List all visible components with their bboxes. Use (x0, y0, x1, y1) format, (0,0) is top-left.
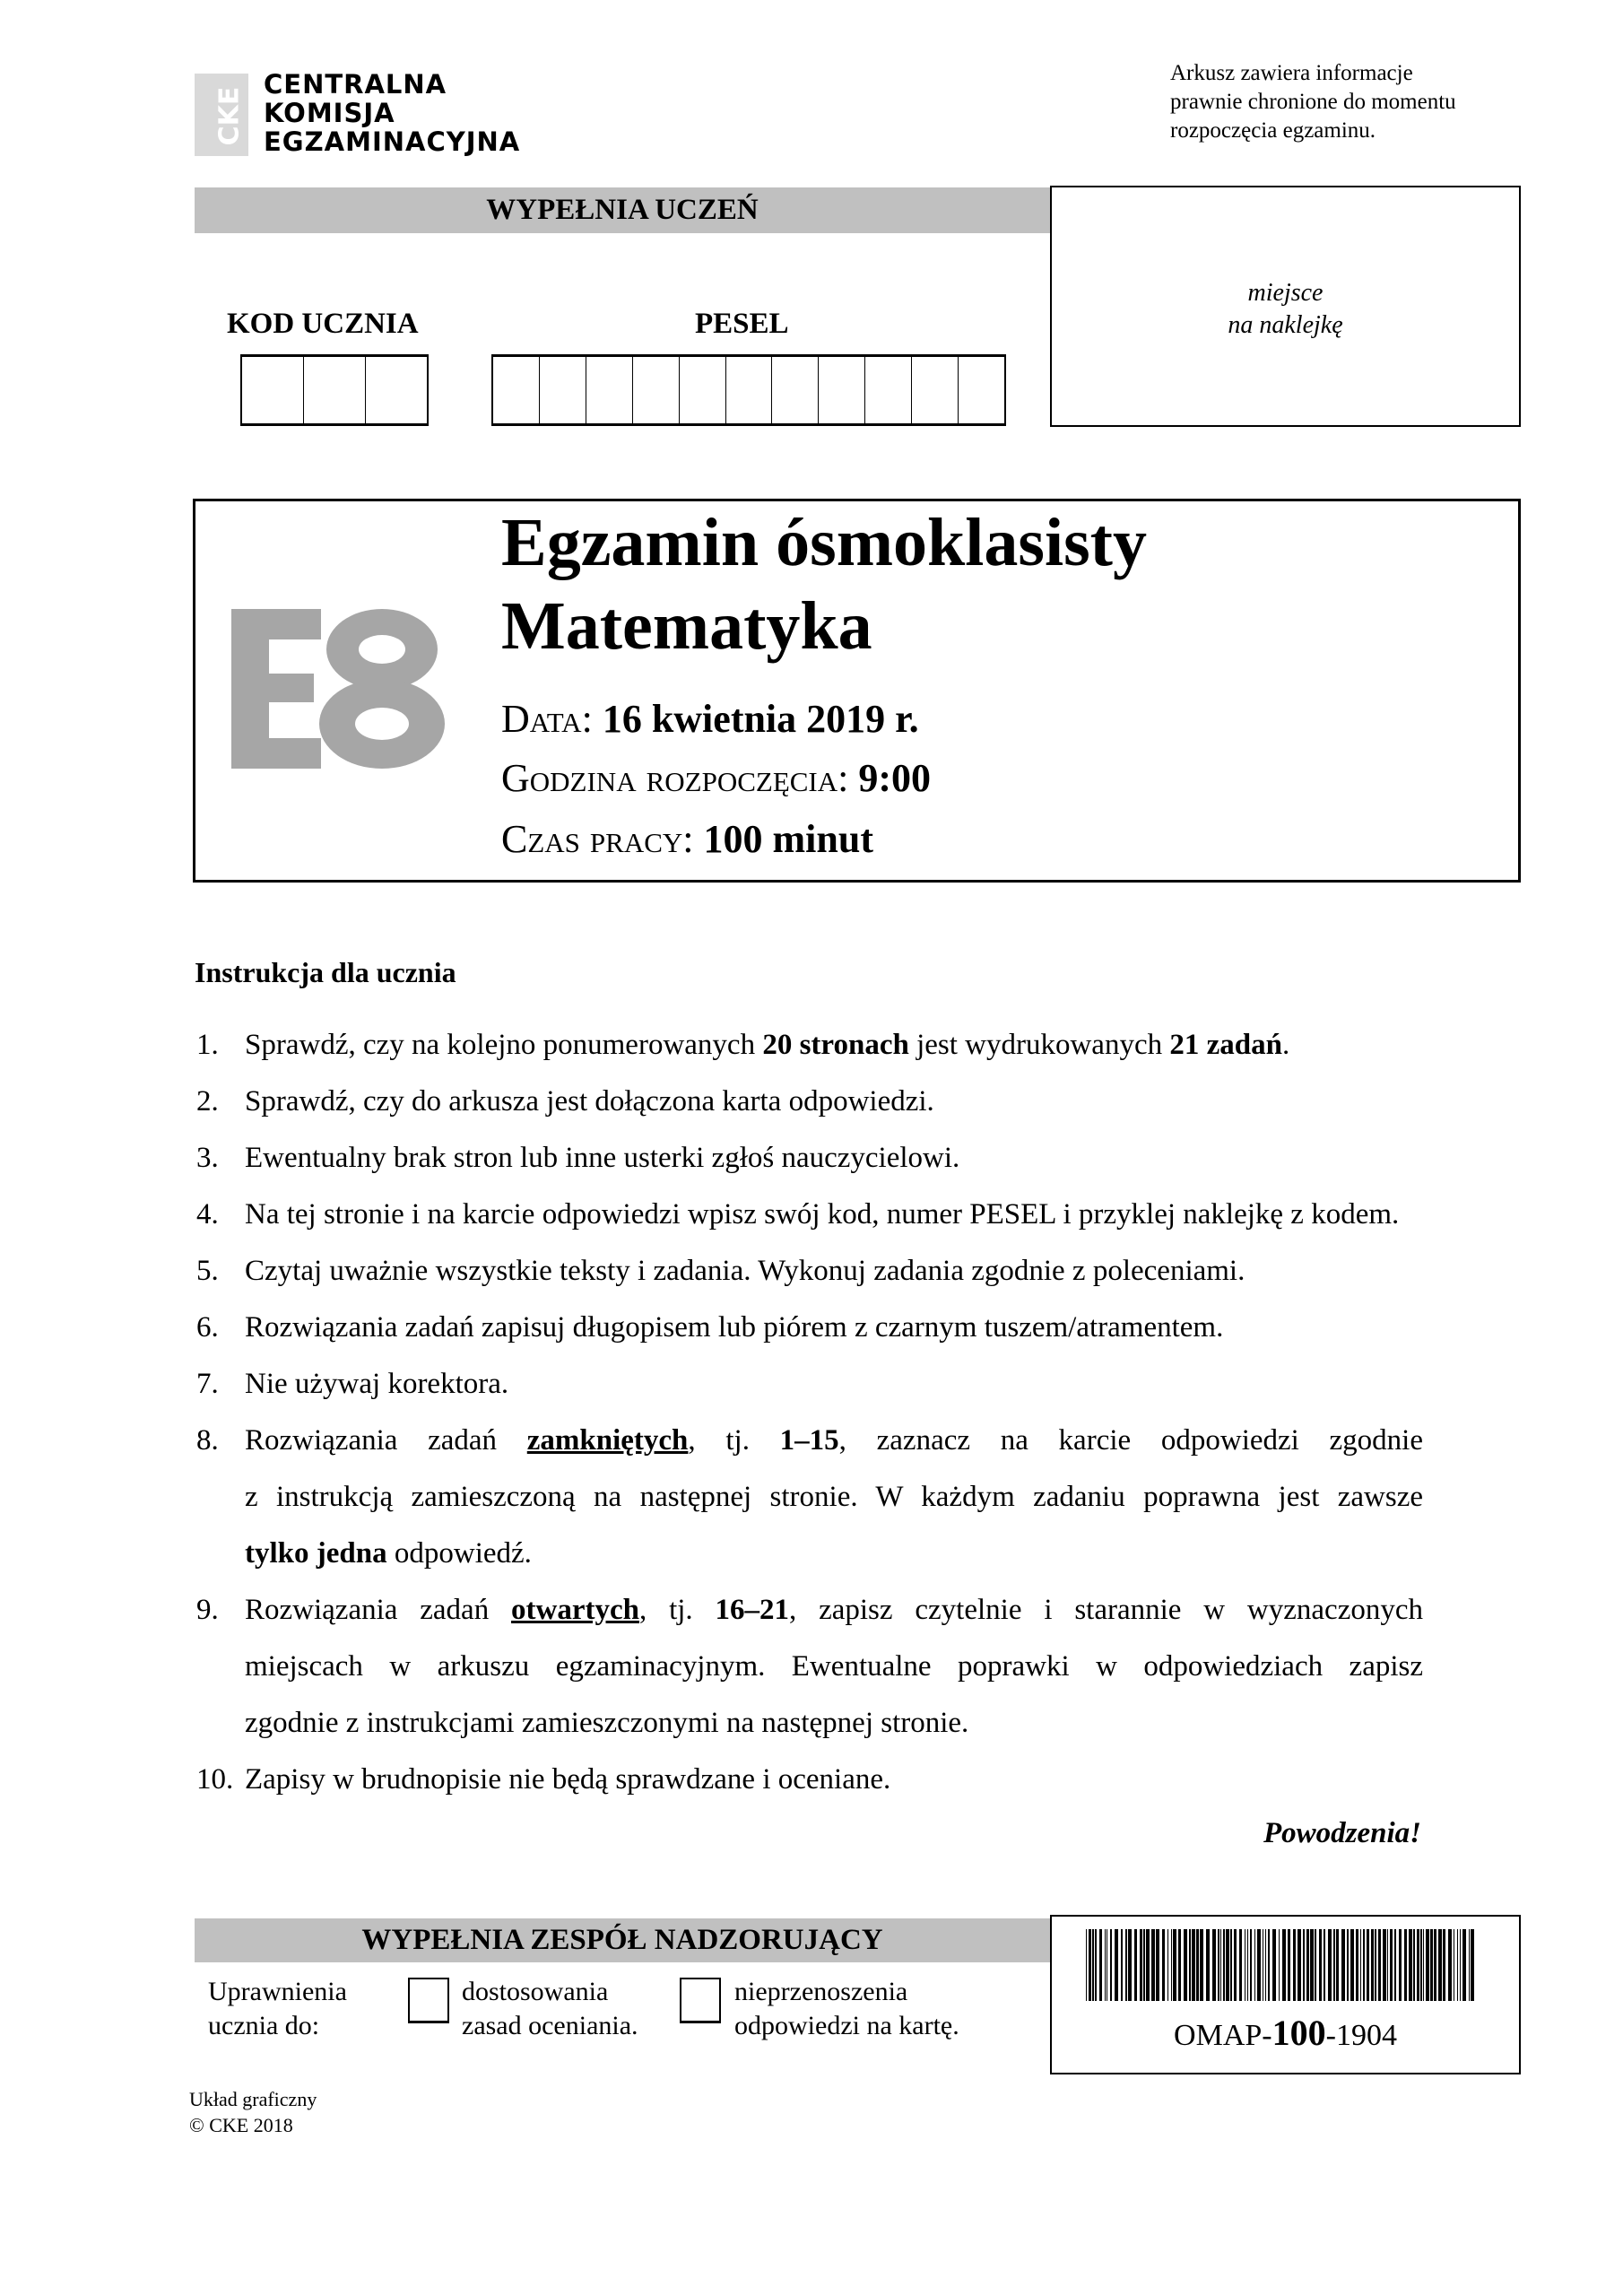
barcode-bar (1457, 1929, 1458, 2001)
barcode-bar (1333, 1929, 1335, 2001)
digit-cell[interactable] (959, 357, 1004, 423)
barcode-bar (1387, 1929, 1388, 2001)
barcode-bar (1367, 1929, 1369, 2001)
exam-subject: Matematyka (501, 588, 872, 664)
barcode-bar (1125, 1929, 1127, 2001)
barcode-bar (1095, 1929, 1097, 2001)
barcode-bar (1420, 1929, 1422, 2001)
instructions-title: Instrukcja dla ucznia (195, 956, 456, 988)
barcode-bar (1298, 1929, 1301, 2001)
barcode-bar (1173, 1929, 1176, 2001)
barcode-bar (1303, 1929, 1305, 2001)
barcode (1086, 1929, 1480, 2001)
option-nieprzenoszenia-label: nieprzenoszenia odpowiedzi na kartę. (734, 1977, 959, 2040)
barcode-box (1050, 1915, 1521, 2074)
barcode-bar (1156, 1929, 1159, 2001)
barcode-bar (1409, 1929, 1412, 2001)
barcode-bar (1293, 1929, 1296, 2001)
barcode-bar (1371, 1929, 1374, 2001)
checkbox-nieprzenoszenia[interactable] (680, 1978, 721, 2023)
barcode-bar (1171, 1929, 1172, 2001)
barcode-bar (1306, 1929, 1309, 2001)
instruction-item: Rozwiązania zadań zamkniętych, tj. 1–15, zaznacz na karcie odpowiedzi zgodnie (245, 1424, 1423, 1457)
pesel-input[interactable] (491, 354, 1006, 426)
checkbox-dostosowania[interactable] (408, 1978, 449, 2023)
barcode-bar (1423, 1929, 1424, 2001)
instruction-item-number: 8. (196, 1424, 219, 1457)
instruction-item: 3. Ewentualny brak stron lub inne usterki zgłoś nauczycielowi. (196, 1142, 960, 1174)
barcode-bar (1319, 1929, 1322, 2001)
option-dostosowania-label: dostosowania zasad oceniania. (462, 1977, 638, 2040)
barcode-bar (1105, 1929, 1106, 2001)
entitlements-label: Uprawnienia ucznia do: (208, 1977, 347, 2040)
instruction-item: 10. Zapisy w brudnopisie nie będą sprawdzane i oceniane. (196, 1763, 891, 1796)
digit-cell[interactable] (304, 357, 366, 423)
kod-ucznia-label: KOD UCZNIA (227, 308, 419, 340)
instruction-item: 1. Sprawdź, czy na kolejno ponumerowanych 20 stronach jest wydrukowanych 21 zadań. (196, 1029, 1290, 1061)
digit-cell[interactable] (772, 357, 819, 423)
barcode-bar (1265, 1929, 1266, 2001)
barcode-bar (1347, 1929, 1349, 2001)
digit-cell[interactable] (865, 357, 912, 423)
digit-cell[interactable] (819, 357, 865, 423)
digit-cell[interactable] (680, 357, 726, 423)
barcode-bar (1315, 1929, 1316, 2001)
barcode-bar (1192, 1929, 1195, 2001)
barcode-bar (1140, 1929, 1142, 2001)
barcode-bar (1092, 1929, 1094, 2001)
exam-date: Data: 16 kwietnia 2019 r. (501, 697, 919, 741)
barcode-bar (1471, 1929, 1474, 2001)
digit-cell[interactable] (540, 357, 586, 423)
barcode-bar (1268, 1929, 1270, 2001)
barcode-bar (1328, 1929, 1332, 2001)
exam-duration: Czas pracy: 100 minut (501, 817, 873, 861)
instruction-item: 4. Na tej stronie i na karcie odpowiedzi wpisz swój kod, numer PESEL i przyklej naklejkę z kodem. (196, 1198, 1400, 1231)
barcode-bar (1279, 1929, 1280, 2001)
barcode-bar (1189, 1929, 1191, 2001)
cke-logo-text: CENTRALNA KOMISJA EGZAMINACYJNA (264, 69, 521, 157)
barcode-bar (1399, 1929, 1402, 2001)
barcode-bar (1438, 1929, 1442, 2001)
barcode-bar (1282, 1929, 1286, 2001)
barcode-bar (1257, 1929, 1261, 2001)
instruction-item-continued: z instrukcją zamieszczoną na następnej stronie. W każdym zadaniu poprawna jest zawsze (245, 1481, 1423, 1513)
barcode-bar (1200, 1929, 1203, 2001)
barcode-bar (1443, 1929, 1445, 2001)
barcode-bar (1184, 1929, 1187, 2001)
instruction-item: 5. Czytaj uważnie wszystkie teksty i zadania. Wykonuj zadania zgodnie z poleceniami. (196, 1255, 1245, 1287)
pesel-label: PESEL (695, 308, 789, 340)
instruction-item-continued: miejscach w arkuszu egzaminacyjnym. Ewentualne poprawki w odpowiedziach zapisz (245, 1650, 1423, 1683)
barcode-bar (1375, 1929, 1376, 2001)
barcode-bar (1394, 1929, 1396, 2001)
legal-notice: Arkusz zawiera informacje prawnie chronione do momentu rozpoczęcia egzaminu. (1170, 61, 1456, 143)
instruction-item: 6. Rozwiązania zadań zapisuj długopisem lub piórem z czarnym tuszem/atramentem. (196, 1311, 1224, 1344)
barcode-bar (1310, 1929, 1314, 2001)
kod-ucznia-input[interactable] (240, 354, 429, 426)
cke-logo-mark: CKE (195, 74, 248, 156)
barcode-bar (1167, 1929, 1168, 2001)
barcode-bar (1134, 1929, 1137, 2001)
barcode-bar (1178, 1929, 1181, 2001)
barcode-bar (1110, 1929, 1112, 2001)
barcode-bar (1288, 1929, 1290, 2001)
exam-code: OMAP-100-1904 (1174, 2013, 1397, 2053)
barcode-bar (1218, 1929, 1219, 2001)
digit-cell[interactable] (366, 357, 427, 423)
closing-text: Powodzenia! (1263, 1817, 1421, 1849)
barcode-bar (1234, 1929, 1237, 2001)
barcode-bar (1336, 1929, 1339, 2001)
digit-cell[interactable] (726, 357, 773, 423)
barcode-bar (1146, 1929, 1150, 2001)
barcode-bar (1128, 1929, 1132, 2001)
barcode-bar (1162, 1929, 1165, 2001)
barcode-bar (1360, 1929, 1361, 2001)
barcode-bar (1341, 1929, 1345, 2001)
barcode-bar (1247, 1929, 1248, 2001)
barcode-bar (1121, 1929, 1123, 2001)
student-section-title: WYPEŁNIA UCZEŃ (195, 187, 1050, 233)
barcode-bar (1086, 1929, 1087, 2001)
barcode-bar (1350, 1929, 1354, 2001)
instruction-item: 7. Nie używaj korektora. (196, 1368, 509, 1400)
barcode-bar (1356, 1929, 1358, 2001)
barcode-bar (1272, 1929, 1276, 2001)
barcode-bar (1383, 1929, 1386, 2001)
barcode-bar (1250, 1929, 1252, 2001)
barcode-bar (1469, 1929, 1470, 2001)
barcode-bar (1462, 1929, 1466, 2001)
barcode-bar (1212, 1929, 1216, 2001)
footer-credit: Układ graficzny © CKE 2018 (189, 2088, 317, 2136)
sticker-area: miejsce na naklejkę (1050, 186, 1521, 427)
supervisor-section-title: WYPEŁNIA ZESPÓŁ NADZORUJĄCY (195, 1918, 1050, 1962)
barcode-bar (1099, 1929, 1102, 2001)
barcode-bar (1206, 1929, 1210, 2001)
e8-logo (231, 609, 451, 769)
digit-cell[interactable] (633, 357, 680, 423)
barcode-bar (1404, 1929, 1407, 2001)
barcode-bar (1223, 1929, 1225, 2001)
barcode-bar (1151, 1929, 1155, 2001)
barcode-bar (1448, 1929, 1452, 2001)
barcode-bar (1417, 1929, 1419, 2001)
barcode-bar (1220, 1929, 1221, 2001)
digit-cell[interactable] (242, 357, 304, 423)
barcode-bar (1413, 1929, 1415, 2001)
barcode-bar (1426, 1929, 1429, 2001)
barcode-bar (1434, 1929, 1436, 2001)
instruction-item: 2. Sprawdź, czy do arkusza jest dołączona karta odpowiedzi. (196, 1085, 934, 1118)
barcode-bar (1226, 1929, 1229, 2001)
instruction-item-continued: zgodnie z instrukcjami zamieszczonymi na następnej stronie. (245, 1707, 969, 1739)
barcode-bar (1363, 1929, 1365, 2001)
barcode-bar (1390, 1929, 1393, 2001)
exam-start-time: Godzina rozpoczęcia: 9:00 (501, 756, 932, 800)
barcode-bar (1460, 1929, 1461, 2001)
digit-cell[interactable] (493, 357, 540, 423)
instruction-item-continued: tylko jedna odpowiedź. (245, 1537, 532, 1570)
barcode-bar (1143, 1929, 1145, 2001)
barcode-bar (1378, 1929, 1381, 2001)
digit-cell[interactable] (586, 357, 633, 423)
instruction-item-number: 9. (196, 1594, 219, 1626)
barcode-bar (1196, 1929, 1199, 2001)
barcode-bar (1324, 1929, 1325, 2001)
exam-title: Egzamin ósmoklasisty (501, 505, 1147, 580)
barcode-bar (1089, 1929, 1091, 2001)
barcode-bar (1115, 1929, 1118, 2001)
barcode-bar (1254, 1929, 1255, 2001)
barcode-bar (1430, 1929, 1433, 2001)
barcode-bar (1239, 1929, 1242, 2001)
barcode-bar (1230, 1929, 1232, 2001)
instruction-item: Rozwiązania zadań otwartych, tj. 16–21, zapisz czytelnie i starannie w wyznaczonych (245, 1594, 1423, 1626)
digit-cell[interactable] (912, 357, 959, 423)
